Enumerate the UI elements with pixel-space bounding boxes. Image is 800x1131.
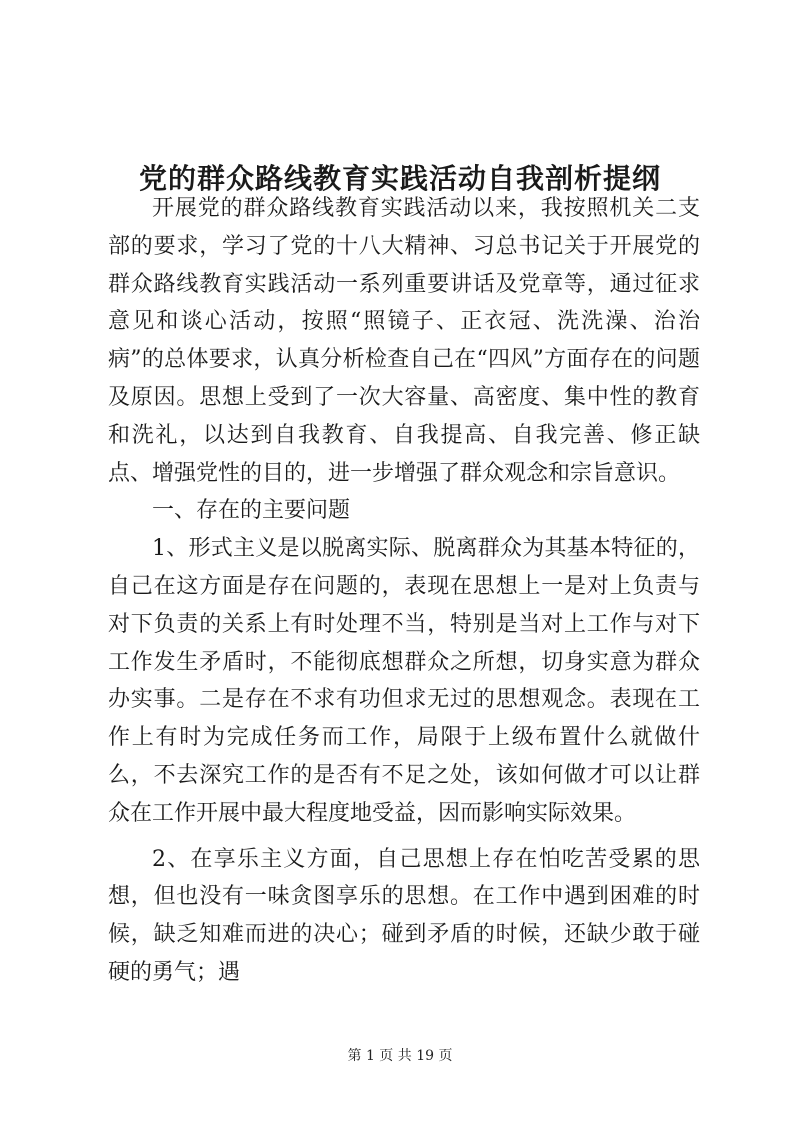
paragraph-point-1: 1、形式主义是以脱离实际、脱离群众为其基本特征的，自己在这方面是存在问题的，表现在思想上一是对上负责与对下负责的关系上有时处理不当，特别是当对上工作与对下工作发生矛盾时，不能彻底想群众之所想，切身实意为群众办实事。二是存在不求有功但求无过的思想观念。表现在工作上有时为完成任务而工作，局限于上级布置什么就做什么，不去深究工作的是否有不足之处，该如何做才可以让群众在工作开展中最大程度地受益，因而影响实际效果。 (108, 536, 700, 826)
document-title: 党的群众路线教育实践活动自我剖析提纲 (138, 161, 661, 195)
paragraph-point-2: 2、在享乐主义方面，自己思想上存在怕吃苦受累的思想，但也没有一味贪图享乐的思想。在工作中遇到困难的时候，缺乏知难而进的决心；碰到矛盾的时候，还缺少敢于碰硬的勇气；遇 (108, 846, 700, 985)
document-body (108, 190, 700, 992)
section-heading: 一、存在的主要问题 (152, 498, 351, 524)
paragraph-intro: 开展党的群众路线教育实践活动以来，我按照机关二支部的要求，学习了党的十八大精神、习总书记关于开展党的群众路线教育实践活动一系列重要讲话及党章等，通过征求意见和谈心活动，按照“照镜子、正衣冠、洗洗澡、治治病”的总体要求，认真分析检查自己在“四风”方面存在的问题及原因。思想上受到了一次大容量、高密度、集中性的教育和洗礼，以达到自我教育、自我提高、自我完善、修正缺点、增强党性的目的，进一步增强了群众观念和宗旨意识。 (108, 196, 700, 486)
page-number-footer: 第 1 页 共 19 页 (347, 1048, 453, 1064)
